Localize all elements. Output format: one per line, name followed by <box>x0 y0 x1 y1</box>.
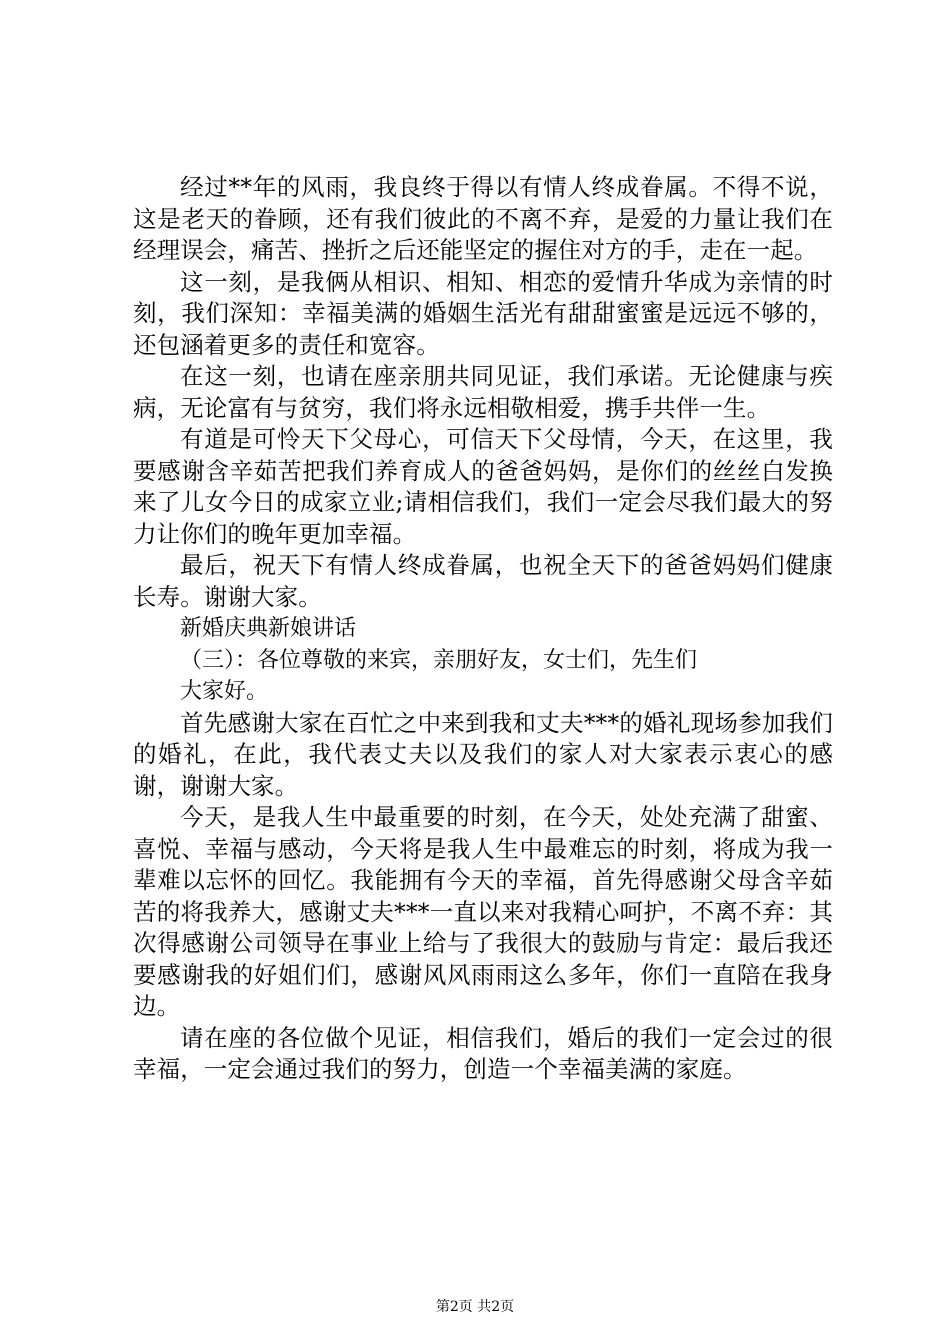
paragraph-1: 经过**年的风雨，我良终于得以有情人终成眷属。不得不说，这是老天的眷顾，还有我们彼此的不离不弃，是爱的力量让我们在经理误会，痛苦、挫折之后还能坚定的握住对方的手，走在一起。 <box>133 173 833 264</box>
paragraph-8: 请在座的各位做个见证，相信我们，婚后的我们一定会过的很幸福，一定会通过我们的努力，创造一个幸福美满的家庭。 <box>133 1023 833 1083</box>
section-intro: （三）：各位尊敬的来宾，亲朋好友，女士们，先生们 <box>180 647 698 673</box>
paragraph-2: 这一刻，是我俩从相识、相知、相恋的爱情升华成为亲情的时刻，我们深知：幸福美满的婚姻生活光有甜甜蜜蜜是远远不够的，还包涵着更多的责任和宽容。 <box>133 267 833 359</box>
paragraph-6: 首先感谢大家在百忙之中来到我和丈夫***的婚礼现场参加我们的婚礼，在此，我代表丈夫以及我们的家人对大家表示衷心的感谢，谢谢大家。 <box>133 708 833 800</box>
paragraph-5: 最后，祝天下有情人终成眷属，也祝全天下的爸爸妈妈们健康长寿。谢谢大家。 <box>133 551 833 611</box>
paragraph-7: 今天，是我人生中最重要的时刻，在今天，处处充满了甜蜜、喜悦、幸福与感动，今天将是我人生中最难忘的时刻，将成为我一辈难以忘怀的回忆。我能拥有今天的幸福，首先得感谢父母含辛茹苦的将我养大，感谢丈夫***一直以来对我精心呵护，不离不弃：其次得感谢公司领导在事业上给与了我很大的鼓励与肯定：最后我还要感谢我的好姐们们，感谢风风雨雨这么多年，你们一直陪在我身边。 <box>133 803 833 1020</box>
document-body <box>133 172 833 1086</box>
greeting: 大家好。 <box>180 679 269 704</box>
page-number-footer: 第2页 共2页 <box>435 1299 515 1315</box>
paragraph-3: 在这一刻，也请在座亲朋共同见证，我们承诺。无论健康与疾病，无论富有与贫穷，我们将永远相敬相爱，携手共伴一生。 <box>133 362 833 422</box>
section-title: 新婚庆典新娘讲话 <box>180 616 357 641</box>
paragraph-4: 有道是可怜天下父母心，可信天下父母情，今天，在这里，我要感谢含辛茹苦把我们养育成人的爸爸妈妈，是你们的丝丝白发换来了儿女今日的成家立业;请相信我们，我们一定会尽我们最大的努力让你们的晚年更加幸福。 <box>133 425 833 548</box>
